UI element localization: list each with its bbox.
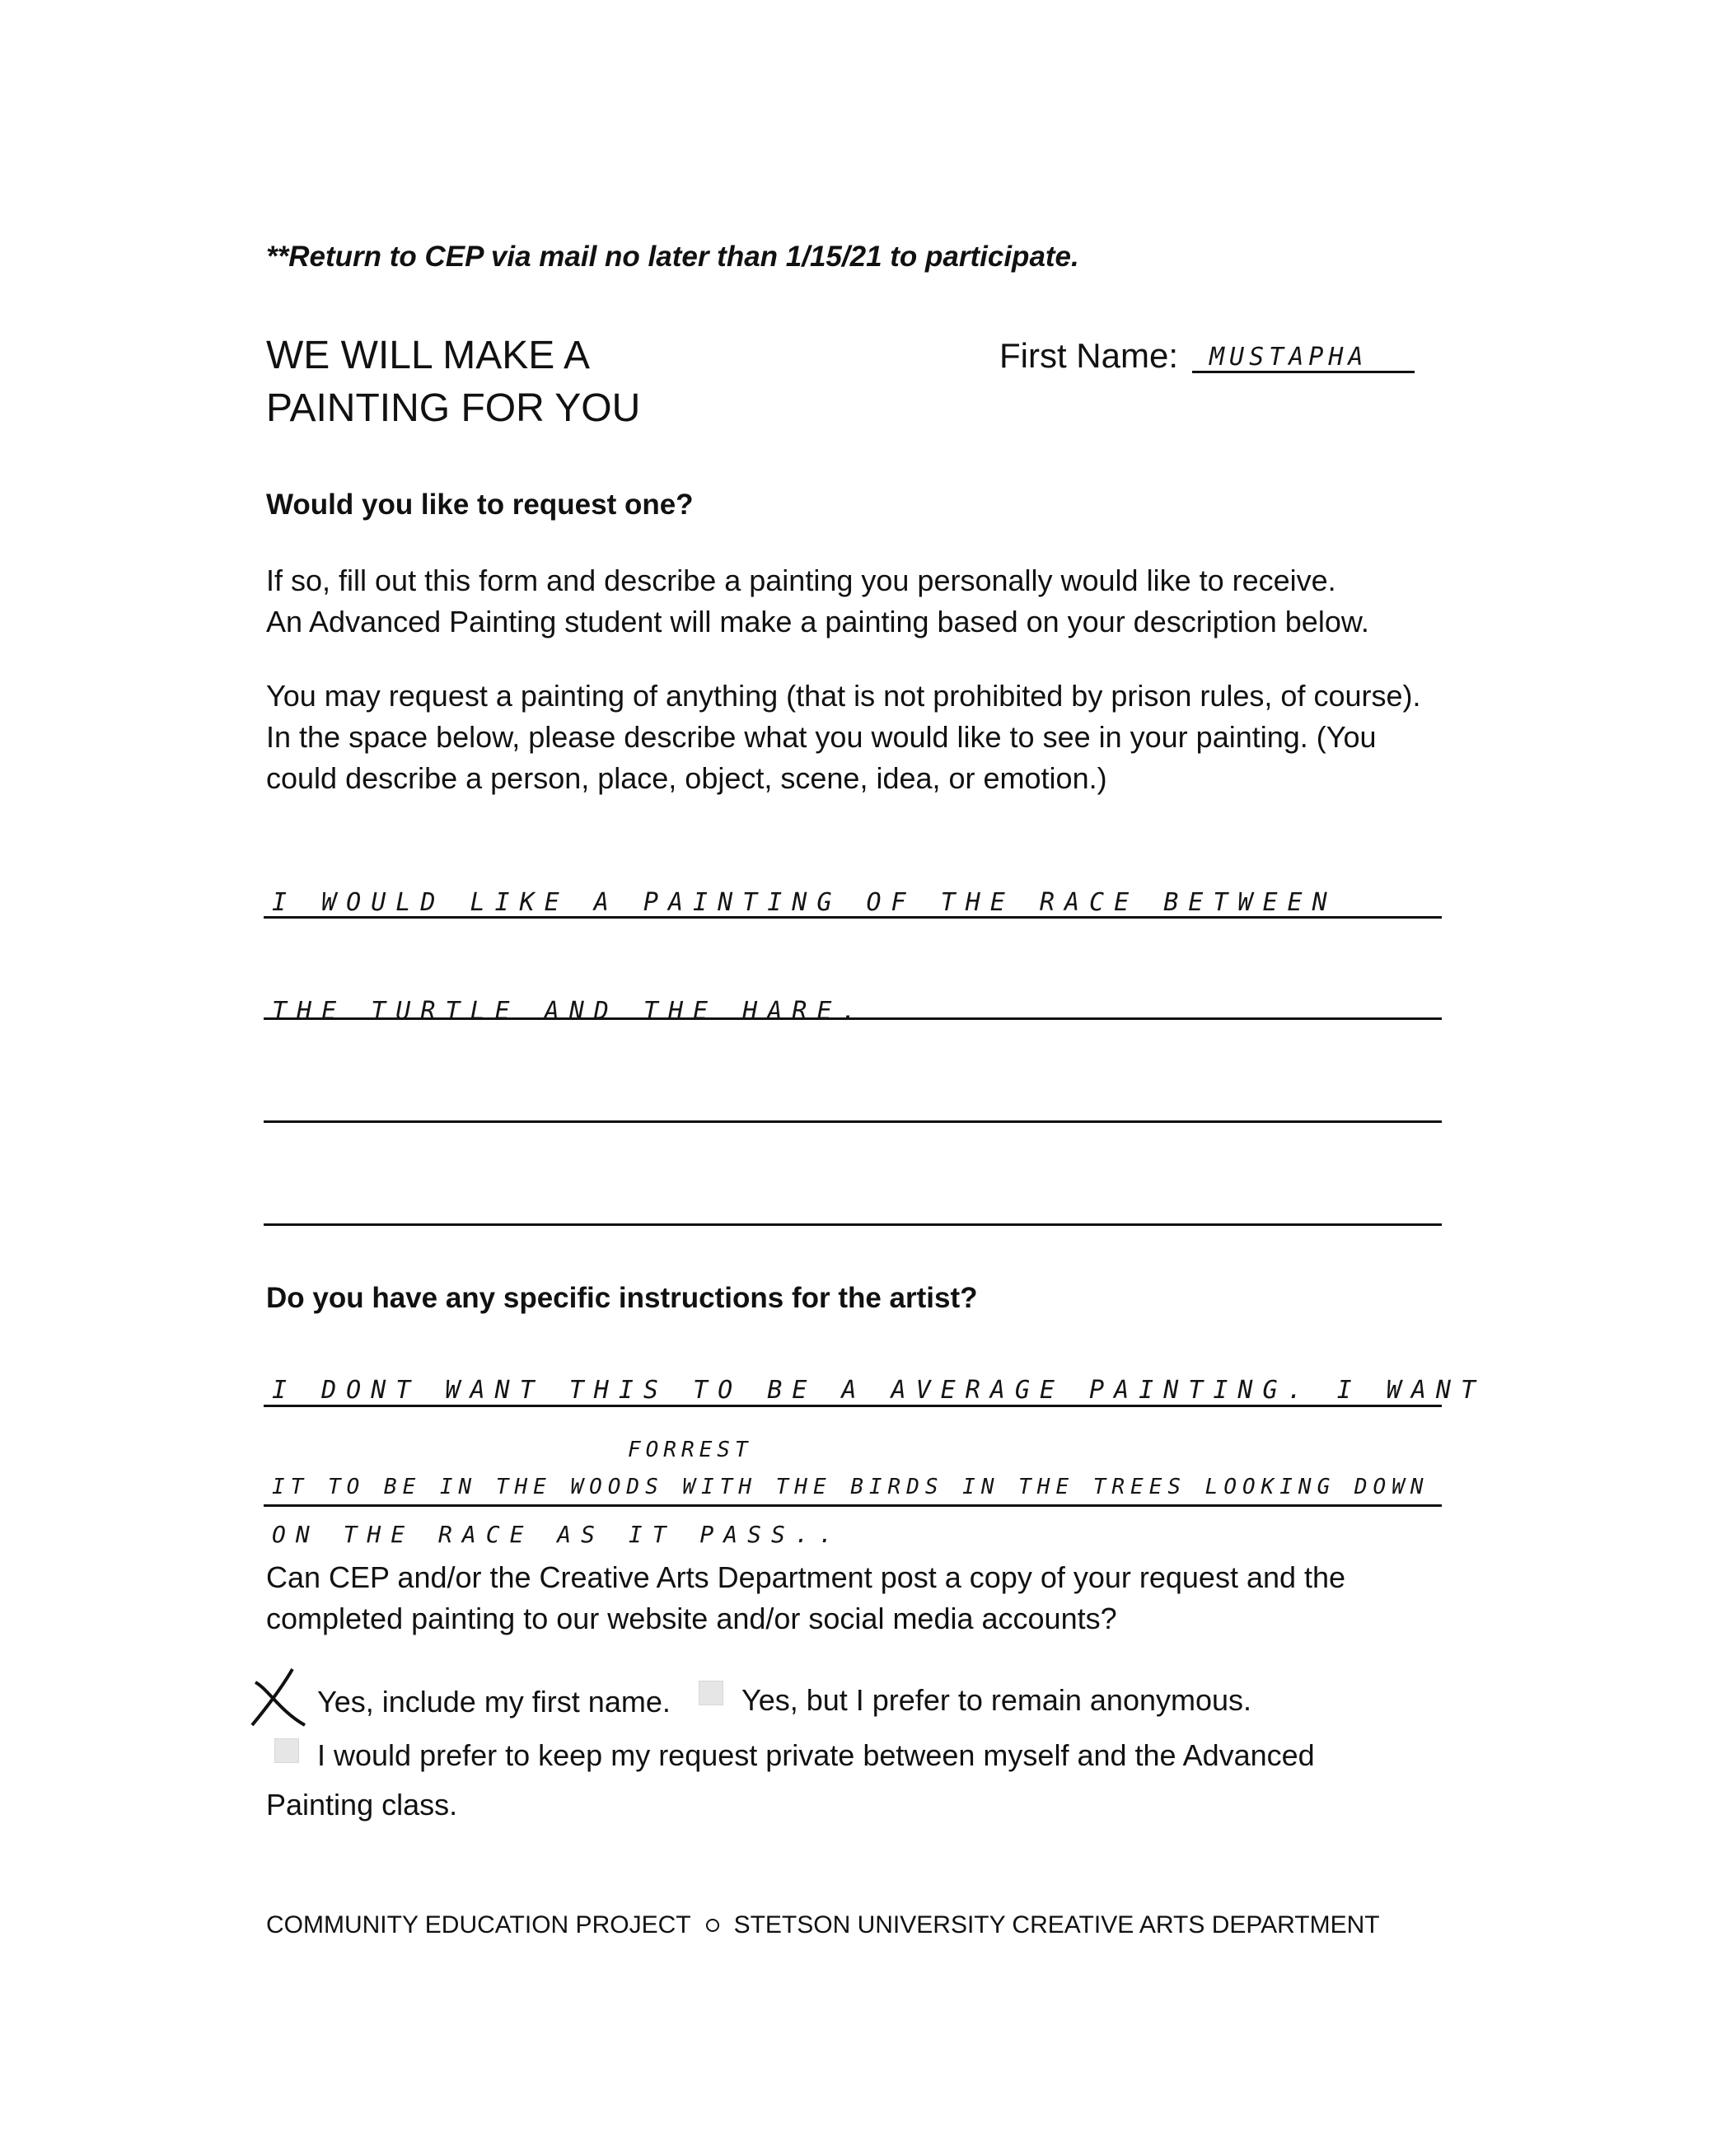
answer2-line-3[interactable]: ON THE RACE AS IT PASS.. [272, 1521, 843, 1548]
instructions-line-1 [264, 1405, 1442, 1407]
footer-separator-icon [706, 1919, 719, 1932]
title-line-2: PAINTING FOR YOU [266, 386, 641, 430]
answer-line-2 [264, 1017, 1442, 1020]
answer2-line-2[interactable]: IT TO BE IN THE WOODS WITH THE BIRDS IN THE TREES LOOKING DOWN [272, 1475, 1429, 1499]
footer [266, 1911, 1380, 1939]
first-name-label: First Name: [999, 336, 1179, 375]
answer1-line-2[interactable]: THE TURTLE AND THE HARE. [272, 997, 867, 1026]
option-private-line-2: Painting class. [266, 1788, 458, 1822]
return-notice: **Return to CEP via mail no later than 1/15/21 to participate. [266, 241, 1079, 273]
footer-cep: COMMUNITY EDUCATION PROJECT [266, 1911, 691, 1939]
option-yes-include-name[interactable]: Yes, include my first name. [317, 1685, 671, 1719]
first-name-underline [1192, 371, 1415, 373]
footer-stetson: STETSON UNIVERSITY CREATIVE ARTS DEPARTMENT [733, 1911, 1380, 1939]
checkbox-private[interactable] [274, 1738, 299, 1763]
intro-paragraph [266, 560, 1436, 643]
checkbox-yes-anonymous[interactable] [699, 1681, 723, 1705]
handwritten-x-mark [247, 1666, 313, 1732]
answer1-line-1[interactable]: I WOULD LIKE A PAINTING OF THE RACE BETWEEN [272, 888, 1337, 917]
description-paragraph-2: In the space below, please describe what you would like to see in your painting. (You could describe a person, place, object, scene, idea, or emotion.) [266, 720, 1377, 795]
answer-line-3 [264, 1120, 1442, 1123]
answer-line-4 [264, 1223, 1442, 1226]
request-question: Would you like to request one? [266, 489, 694, 521]
instructions-question: Do you have any specific instructions for the artist? [266, 1282, 978, 1314]
answer2-insertion[interactable]: FORREST [628, 1438, 753, 1462]
intro-line-2: An Advanced Painting student will make a painting based on your description below. [266, 605, 1369, 638]
instructions-line-2 [264, 1504, 1442, 1507]
description-paragraph-1: You may request a painting of anything (that is not prohibited by prison rules, of course). [266, 679, 1421, 713]
share-question: Can CEP and/or the Creative Arts Department post a copy of your request and the completed painting to our website and/or social media accounts? [266, 1560, 1346, 1635]
answer2-line-1[interactable]: I DONT WANT THIS TO BE A AVERAGE PAINTING. I WANT [272, 1376, 1486, 1405]
first-name-value[interactable]: MUSTAPHA [1209, 343, 1368, 372]
title-line-1: WE WILL MAKE A [266, 334, 590, 377]
intro-line-1: If so, fill out this form and describe a painting you personally would like to receive. [266, 564, 1336, 597]
option-private-line-1[interactable]: I would prefer to keep my request private between myself and the Advanced [317, 1738, 1315, 1772]
description-instructions [266, 676, 1436, 799]
answer-line-1 [264, 916, 1442, 919]
form-title [266, 330, 843, 435]
option-yes-anonymous[interactable]: Yes, but I prefer to remain anonymous. [741, 1683, 1252, 1717]
